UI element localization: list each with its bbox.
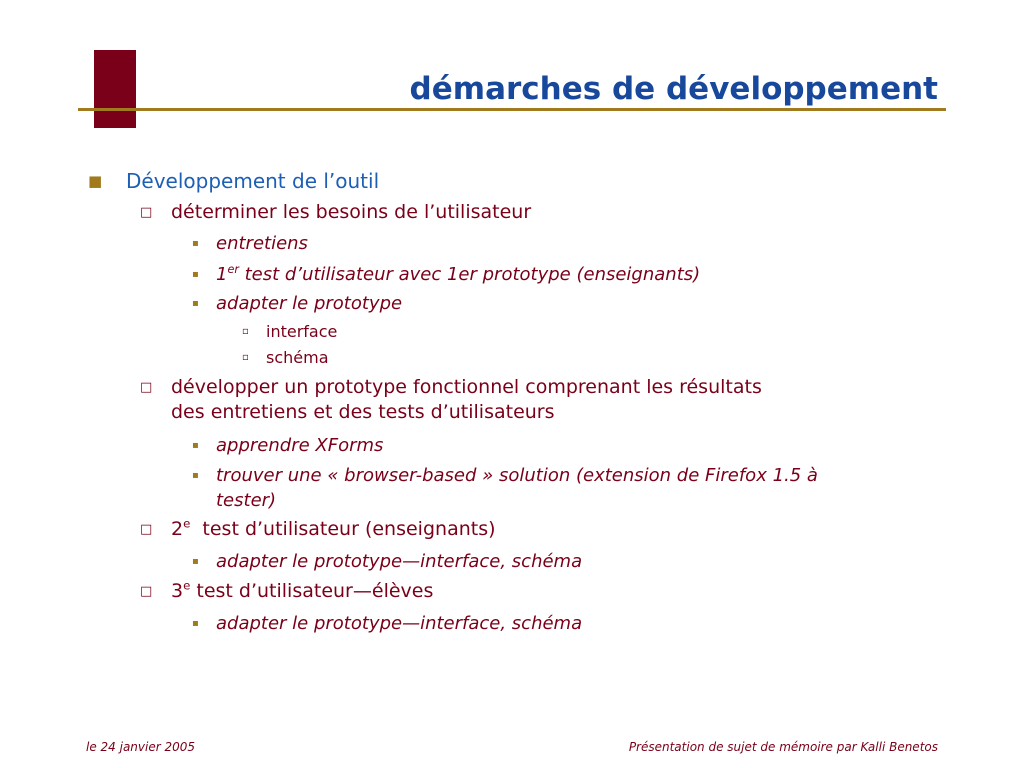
square-bullet-icon: ■ <box>88 172 103 190</box>
outline-text: entretiens <box>216 233 308 254</box>
outline-item-level4 <box>242 347 329 369</box>
outline-text-rest: test d’utilisateur avec 1er prototype (enseignants) <box>238 264 701 285</box>
ordinal-superscript: e <box>183 578 191 593</box>
hollow-square-bullet-icon: □ <box>140 584 153 599</box>
small-square-bullet-icon: ▪ <box>192 470 199 481</box>
outline-item-level3 <box>192 262 700 287</box>
ordinal-superscript: e <box>183 516 191 531</box>
ordinal-superscript: er <box>227 263 239 276</box>
small-square-bullet-icon: ▪ <box>192 618 199 629</box>
outline-item-level3 <box>192 549 582 574</box>
outline-text-line2: tester) <box>216 490 277 511</box>
outline-item-level2 <box>140 200 531 225</box>
hollow-square-bullet-icon: □ <box>140 380 153 395</box>
outline-text <box>171 517 496 542</box>
small-square-bullet-icon: ▪ <box>192 238 199 249</box>
outline-text-line1: trouver une « browser-based » solution (extension de Firefox 1.5 à <box>216 465 818 486</box>
outline-text: Développement de l’outil <box>126 169 380 193</box>
small-square-bullet-icon: ▪ <box>192 298 199 309</box>
outline-text: schéma <box>266 348 329 367</box>
ordinal-number: 1 <box>216 264 228 285</box>
outline-text: adapter le prototype <box>216 293 403 314</box>
outline-text: apprendre XForms <box>216 435 384 456</box>
outline-text-rest: test d’utilisateur—élèves <box>190 580 434 602</box>
tiny-hollow-square-bullet-icon: ▫ <box>242 326 249 337</box>
outline-text <box>171 579 433 604</box>
outline-text: interface <box>266 322 338 341</box>
outline-item-level2 <box>140 375 762 425</box>
small-square-bullet-icon: ▪ <box>192 440 199 451</box>
outline-text-rest: test d’utilisateur (enseignants) <box>190 518 496 540</box>
outline-item-level3 <box>192 433 383 458</box>
small-square-bullet-icon: ▪ <box>192 556 199 567</box>
outline-text <box>216 262 700 287</box>
outline-item-level2 <box>140 579 433 604</box>
outline-item-level3 <box>192 611 582 636</box>
slide-title: démarches de développement <box>409 71 938 107</box>
outline-text-line1: développer un prototype fonctionnel comprenant les résultats <box>171 376 762 398</box>
title-underline <box>78 108 946 111</box>
outline-item-level3 <box>192 231 308 256</box>
title-accent-block <box>94 50 136 128</box>
ordinal-number: 2 <box>171 518 184 540</box>
outline-text: adapter le prototype—interface, schéma <box>216 551 583 572</box>
outline-item-level4 <box>242 321 337 343</box>
hollow-square-bullet-icon: □ <box>140 522 153 537</box>
tiny-hollow-square-bullet-icon: ▫ <box>242 352 249 363</box>
footer-presenter: Présentation de sujet de mémoire par Kalli Benetos <box>628 740 938 754</box>
outline-item-level2 <box>140 517 496 542</box>
small-square-bullet-icon: ▪ <box>192 269 199 280</box>
outline-text: déterminer les besoins de l’utilisateur <box>171 201 532 223</box>
ordinal-number: 3 <box>171 580 184 602</box>
outline-item-level1 <box>88 168 379 194</box>
outline-item-level3 <box>192 291 402 316</box>
outline-item-level3 <box>192 463 818 513</box>
hollow-square-bullet-icon: □ <box>140 205 153 220</box>
outline-text: adapter le prototype—interface, schéma <box>216 613 583 634</box>
outline-text-line2: des entretiens et des tests d’utilisateurs <box>171 401 555 423</box>
footer-date: le 24 janvier 2005 <box>86 740 196 754</box>
